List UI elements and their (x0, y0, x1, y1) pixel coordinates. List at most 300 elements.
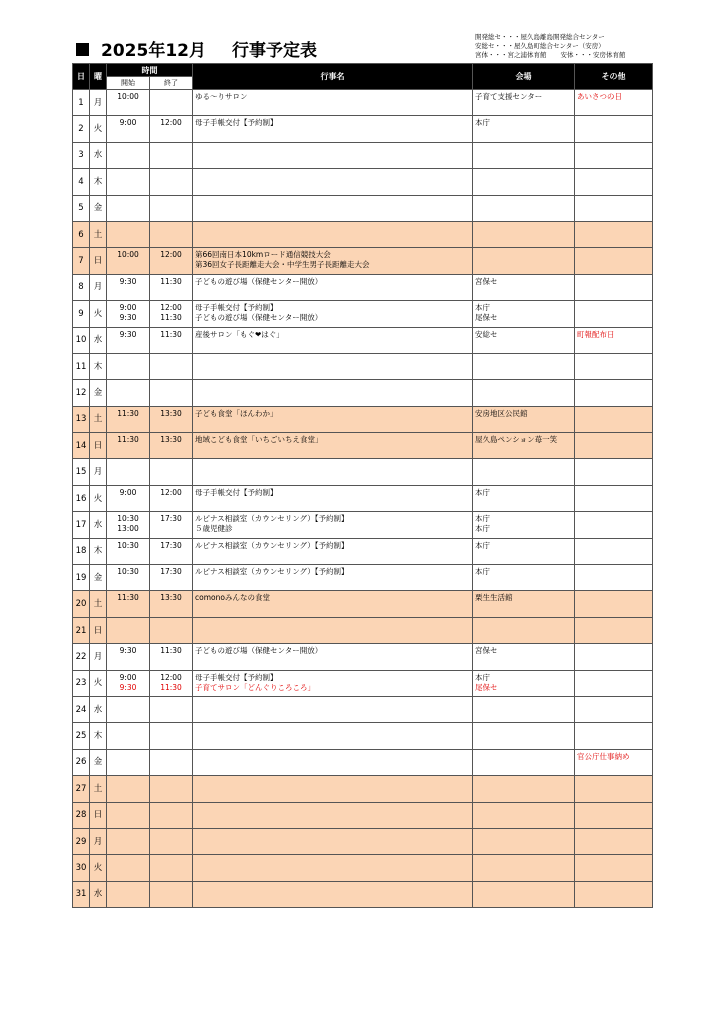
table-row (73, 248, 653, 274)
venue-cell (473, 433, 575, 459)
end-time-cell (150, 591, 193, 617)
weekday-cell: 火 (90, 485, 107, 511)
day-cell: 15 (73, 459, 90, 485)
venue-name: 本庁 (475, 487, 490, 497)
venue-cell (473, 617, 575, 643)
table-row (73, 670, 653, 696)
event-name: 子育てサロン「どんぐりころころ」 (195, 682, 315, 692)
other-cell (575, 116, 653, 142)
other-cell (575, 802, 653, 828)
start-time-cell (107, 512, 150, 538)
venue-name: 宮保セ (475, 276, 498, 286)
end-time-cell (150, 221, 193, 247)
end-time-cell (150, 353, 193, 379)
start-time: 11:30 (117, 408, 139, 418)
venue-cell (473, 116, 575, 142)
other-note: 町報配布日 (577, 329, 615, 339)
event-cell (193, 670, 473, 696)
weekday-cell: 日 (90, 248, 107, 274)
table-row (73, 565, 653, 591)
end-time-cell (150, 142, 193, 168)
weekday-cell: 火 (90, 855, 107, 881)
table-row (73, 274, 653, 300)
table-row (73, 696, 653, 722)
end-time-cell (150, 380, 193, 406)
weekday-cell: 日 (90, 617, 107, 643)
end-time: 13:30 (160, 593, 182, 603)
event-cell (193, 116, 473, 142)
venue-cell (473, 274, 575, 300)
other-cell (575, 433, 653, 459)
event-cell (193, 828, 473, 854)
event-cell (193, 776, 473, 802)
col-header-venue: 会場 (473, 64, 575, 90)
event-cell (193, 142, 473, 168)
start-time-cell (107, 221, 150, 247)
start-time-cell (107, 696, 150, 722)
other-cell (575, 169, 653, 195)
end-time-cell (150, 248, 193, 274)
table-row (73, 433, 653, 459)
venue-cell (473, 301, 575, 327)
weekday-cell: 月 (90, 90, 107, 116)
end-time (150, 524, 192, 534)
venue-name: 宮保セ (475, 646, 498, 656)
weekday-cell: 金 (90, 380, 107, 406)
day-cell: 19 (73, 565, 90, 591)
event-cell (193, 459, 473, 485)
venue-cell (473, 353, 575, 379)
other-cell (575, 301, 653, 327)
end-time-cell (150, 855, 193, 881)
other-cell (575, 617, 653, 643)
venue-cell (473, 749, 575, 775)
schedule-table (72, 63, 653, 908)
start-time: 11:30 (117, 435, 139, 445)
end-time-cell (150, 802, 193, 828)
end-time-cell (150, 828, 193, 854)
end-time-cell (150, 670, 193, 696)
col-header-other: その他 (575, 64, 653, 90)
day-cell: 3 (73, 142, 90, 168)
event-cell (193, 881, 473, 907)
weekday-cell: 木 (90, 169, 107, 195)
event-cell (193, 538, 473, 564)
event-name: 子どもの遊び場（保健センター開放） (195, 313, 323, 323)
event-name: 産後サロン「もぐ❤はぐ」 (195, 329, 284, 339)
col-header-weekday: 曜 (90, 64, 107, 90)
other-cell (575, 406, 653, 432)
start-time: 9:00 (119, 487, 137, 497)
weekday-cell: 土 (90, 221, 107, 247)
event-cell (193, 169, 473, 195)
start-time: 9:00 (119, 118, 137, 128)
event-cell (193, 433, 473, 459)
venue-name: 屋久島ペンション苺一笑 (475, 435, 558, 445)
day-cell: 7 (73, 248, 90, 274)
event-cell (193, 617, 473, 643)
other-cell (575, 881, 653, 907)
other-cell (575, 459, 653, 485)
start-time-cell (107, 169, 150, 195)
venue-cell (473, 327, 575, 353)
venue-name: 尾保セ (475, 313, 498, 323)
event-name: ルピナス相談室（カウンセリング）【予約制】 (195, 540, 349, 550)
start-time-cell (107, 274, 150, 300)
venue-cell (473, 696, 575, 722)
other-cell (575, 248, 653, 274)
start-time: 10:00 (117, 250, 139, 260)
title-year-month: 2025年12月 (101, 41, 206, 61)
venue-name: 本庁 (475, 672, 490, 682)
start-time-cell (107, 142, 150, 168)
start-time: 10:00 (117, 92, 139, 101)
day-cell: 27 (73, 776, 90, 802)
end-time (150, 92, 192, 102)
start-time: 9:00 (119, 672, 137, 682)
end-time: 12:00 (160, 303, 182, 313)
weekday-cell: 金 (90, 195, 107, 221)
venue-name: 安房地区公民館 (475, 408, 528, 418)
day-cell: 1 (73, 90, 90, 116)
start-time-cell (107, 485, 150, 511)
event-name: ルピナス相談室（カウンセリング）【予約制】 (195, 514, 349, 524)
event-name: 第66回南日本10kmロード通信競技大会 (195, 250, 331, 260)
end-time-cell (150, 459, 193, 485)
start-time-cell (107, 301, 150, 327)
start-time-cell (107, 828, 150, 854)
weekday-cell: 土 (90, 406, 107, 432)
other-cell (575, 565, 653, 591)
start-time-cell (107, 617, 150, 643)
end-time: 17:30 (160, 567, 182, 577)
venue-name: 本庁 (475, 567, 490, 577)
day-cell: 13 (73, 406, 90, 432)
end-time: 12:00 (160, 672, 182, 682)
weekday-cell: 金 (90, 749, 107, 775)
end-time-cell (150, 406, 193, 432)
end-time: 11:30 (160, 329, 182, 339)
end-time: 11:30 (160, 313, 182, 323)
other-cell (575, 353, 653, 379)
start-time-cell (107, 723, 150, 749)
weekday-cell: 月 (90, 644, 107, 670)
event-cell (193, 274, 473, 300)
end-time-cell (150, 538, 193, 564)
end-time-cell (150, 617, 193, 643)
start-time-cell (107, 406, 150, 432)
start-time: 9:30 (119, 313, 137, 323)
day-cell: 23 (73, 670, 90, 696)
other-cell (575, 380, 653, 406)
venue-name (475, 250, 574, 260)
venue-cell (473, 565, 575, 591)
venue-cell (473, 881, 575, 907)
event-cell (193, 802, 473, 828)
venue-cell (473, 670, 575, 696)
col-header-event: 行事名 (193, 64, 473, 90)
table-row (73, 512, 653, 538)
venue-cell (473, 828, 575, 854)
end-time: 13:30 (160, 408, 182, 418)
weekday-cell: 月 (90, 274, 107, 300)
start-time: 11:30 (117, 593, 139, 603)
other-cell (575, 855, 653, 881)
weekday-cell: 金 (90, 565, 107, 591)
event-name: 母子手帳交付【予約制】 (195, 118, 278, 128)
end-time-cell (150, 274, 193, 300)
table-row (73, 591, 653, 617)
event-cell (193, 855, 473, 881)
col-header-start: 開始 (107, 77, 150, 90)
black-square-icon (76, 43, 89, 56)
other-cell (575, 749, 653, 775)
event-cell (193, 591, 473, 617)
venue-name: 安総セ (475, 329, 498, 339)
venue-cell (473, 591, 575, 617)
end-time-cell (150, 169, 193, 195)
end-time-cell (150, 696, 193, 722)
event-name: ５歳児健診 (195, 524, 233, 534)
start-time-cell (107, 459, 150, 485)
table-row (73, 301, 653, 327)
start-time: 10:30 (117, 567, 139, 577)
start-time-cell (107, 855, 150, 881)
weekday-cell: 月 (90, 828, 107, 854)
event-cell (193, 301, 473, 327)
table-row (73, 406, 653, 432)
other-cell (575, 195, 653, 221)
col-header-time: 時間 (107, 64, 193, 77)
other-cell (575, 90, 653, 116)
start-time: 9:30 (119, 646, 137, 656)
table-row (73, 776, 653, 802)
weekday-cell: 土 (90, 591, 107, 617)
other-cell (575, 591, 653, 617)
event-cell (193, 380, 473, 406)
venue-cell (473, 195, 575, 221)
event-name: 子どもの遊び場（保健センター開放） (195, 276, 323, 286)
venue-cell (473, 169, 575, 195)
end-time-cell (150, 723, 193, 749)
event-name: 第36回女子長距離走大会・中学生男子長距離走大会 (195, 260, 370, 270)
venue-cell (473, 90, 575, 116)
start-time: 10:30 (117, 514, 139, 524)
event-cell (193, 485, 473, 511)
day-cell: 28 (73, 802, 90, 828)
venue-cell (473, 776, 575, 802)
end-time: 11:30 (160, 646, 182, 656)
weekday-cell: 水 (90, 327, 107, 353)
table-row (73, 644, 653, 670)
weekday-cell: 水 (90, 142, 107, 168)
day-cell: 6 (73, 221, 90, 247)
event-cell (193, 195, 473, 221)
venue-name: 本庁 (475, 524, 490, 534)
venue-name: 本庁 (475, 540, 490, 550)
end-time-cell (150, 433, 193, 459)
end-time: 12:00 (160, 487, 182, 497)
day-cell: 21 (73, 617, 90, 643)
end-time-cell (150, 565, 193, 591)
event-name: 母子手帳交付【予約制】 (195, 487, 278, 497)
weekday-cell: 土 (90, 776, 107, 802)
legend-line: 宮体・・・宮之浦体育館 安体・・・安房体育館 (475, 51, 626, 59)
event-cell (193, 90, 473, 116)
weekday-cell: 火 (90, 301, 107, 327)
start-time-cell (107, 644, 150, 670)
day-cell: 22 (73, 644, 90, 670)
table-row (73, 855, 653, 881)
day-cell: 18 (73, 538, 90, 564)
event-cell (193, 221, 473, 247)
weekday-cell: 火 (90, 670, 107, 696)
other-cell (575, 512, 653, 538)
other-note: 官公庁仕事納め (577, 751, 630, 761)
event-cell (193, 248, 473, 274)
end-time-cell (150, 512, 193, 538)
event-name: 母子手帳交付【予約制】 (195, 672, 278, 682)
event-name: 子ども食堂「ほんわか」 (195, 408, 278, 418)
venue-cell (473, 406, 575, 432)
weekday-cell: 日 (90, 433, 107, 459)
table-row (73, 723, 653, 749)
day-cell: 5 (73, 195, 90, 221)
end-time: 12:00 (160, 250, 182, 260)
other-cell (575, 142, 653, 168)
venue-cell (473, 248, 575, 274)
end-time-cell (150, 644, 193, 670)
weekday-cell: 日 (90, 802, 107, 828)
day-cell: 9 (73, 301, 90, 327)
other-cell (575, 828, 653, 854)
event-cell (193, 644, 473, 670)
start-time-cell (107, 353, 150, 379)
end-time: 17:30 (160, 514, 182, 524)
table-row (73, 221, 653, 247)
day-cell: 20 (73, 591, 90, 617)
start-time-cell (107, 591, 150, 617)
start-time: 9:30 (119, 329, 137, 339)
table-row (73, 881, 653, 907)
day-cell: 30 (73, 855, 90, 881)
start-time-cell (107, 565, 150, 591)
start-time-cell (107, 248, 150, 274)
event-cell (193, 512, 473, 538)
day-cell: 24 (73, 696, 90, 722)
start-time-cell (107, 195, 150, 221)
day-cell: 12 (73, 380, 90, 406)
table-row (73, 169, 653, 195)
end-time: 12:00 (160, 118, 182, 128)
venue-cell (473, 538, 575, 564)
page-title (76, 36, 317, 61)
venue-name: 子育て支援センター (475, 92, 543, 101)
table-row (73, 380, 653, 406)
event-name: ルピナス相談室（カウンセリング）【予約制】 (195, 567, 349, 577)
table-row (73, 828, 653, 854)
table-row (73, 142, 653, 168)
weekday-cell: 木 (90, 538, 107, 564)
venue-cell (473, 644, 575, 670)
table-row (73, 327, 653, 353)
venue-name: 尾保セ (475, 682, 498, 692)
venue-cell (473, 485, 575, 511)
end-time (150, 260, 192, 270)
table-row (73, 538, 653, 564)
venue-cell (473, 723, 575, 749)
start-time: 9:00 (119, 303, 137, 313)
day-cell: 26 (73, 749, 90, 775)
weekday-cell: 木 (90, 353, 107, 379)
venue-legend (475, 33, 626, 60)
table-row (73, 802, 653, 828)
start-time-cell (107, 90, 150, 116)
table-row (73, 90, 653, 116)
event-cell (193, 406, 473, 432)
table-row (73, 749, 653, 775)
event-name: 地域こども食堂「いちごいちえ食堂」 (195, 435, 323, 445)
venue-cell (473, 512, 575, 538)
end-time-cell (150, 749, 193, 775)
start-time: 10:30 (117, 540, 139, 550)
other-cell (575, 221, 653, 247)
other-cell (575, 776, 653, 802)
end-time-cell (150, 301, 193, 327)
table-row (73, 116, 653, 142)
other-cell (575, 696, 653, 722)
day-cell: 31 (73, 881, 90, 907)
end-time-cell (150, 485, 193, 511)
venue-name (475, 260, 574, 270)
other-cell (575, 723, 653, 749)
end-time: 11:30 (160, 276, 182, 286)
day-cell: 14 (73, 433, 90, 459)
weekday-cell: 水 (90, 512, 107, 538)
venue-cell (473, 802, 575, 828)
weekday-cell: 火 (90, 116, 107, 142)
start-time-cell (107, 327, 150, 353)
legend-line: 開発総セ・・・屋久島離島開発総合センター (475, 33, 605, 41)
day-cell: 8 (73, 274, 90, 300)
day-cell: 4 (73, 169, 90, 195)
schedule-body (73, 90, 653, 908)
day-cell: 25 (73, 723, 90, 749)
weekday-cell: 木 (90, 723, 107, 749)
weekday-cell: 水 (90, 881, 107, 907)
start-time (107, 260, 149, 270)
start-time-cell (107, 670, 150, 696)
end-time: 17:30 (160, 540, 182, 550)
event-name: ゆる～りサロン (195, 92, 248, 101)
day-cell: 2 (73, 116, 90, 142)
other-cell (575, 670, 653, 696)
legend-line: 安総セ・・・屋久島町総合センター（安房） (475, 42, 605, 50)
venue-cell (473, 221, 575, 247)
event-cell (193, 696, 473, 722)
day-cell: 17 (73, 512, 90, 538)
venue-name: 本庁 (475, 514, 490, 524)
start-time-cell (107, 776, 150, 802)
title-label: 行事予定表 (231, 41, 317, 61)
end-time-cell (150, 327, 193, 353)
day-cell: 10 (73, 327, 90, 353)
event-cell (193, 327, 473, 353)
end-time-cell (150, 881, 193, 907)
other-cell (575, 485, 653, 511)
venue-name: 本庁 (475, 303, 490, 313)
other-cell (575, 644, 653, 670)
